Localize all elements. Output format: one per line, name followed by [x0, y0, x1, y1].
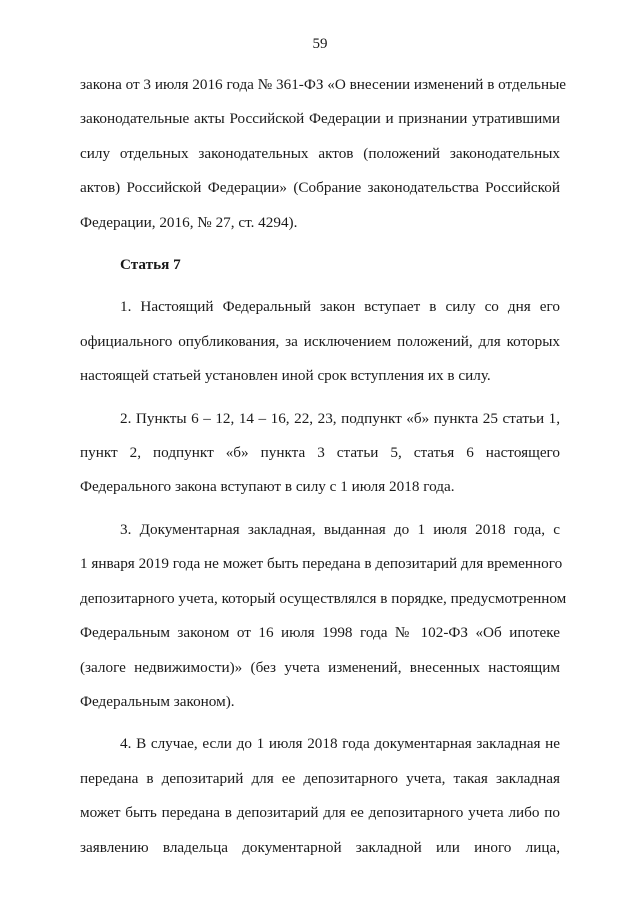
page-number: 59 — [312, 36, 328, 52]
text-line: 2. Пункты 6 – 12, 14 – 16, 22, 23, подпункт «б» пункта 25 статьи 1, — [120, 409, 560, 427]
text-line: Федерального закона вступают в силу с 1 июля 2018 года. — [80, 478, 455, 496]
text-line: законодательные акты Российской Федерации и признании утратившими — [80, 110, 560, 128]
text-line: 3. Документарная закладная, выданная до 1 июля 2018 года, с — [120, 520, 560, 538]
article-paragraph-3 — [80, 513, 567, 719]
text-line: депозитарного учета, который осуществлялся в порядке, предусмотренном — [80, 589, 567, 607]
text-line: заявлению владельца документарной закладной или иного лица, — [80, 838, 560, 856]
article-paragraph-4 — [80, 727, 560, 865]
text-line: может быть передана в депозитарий для ее депозитарного учета либо по — [80, 804, 560, 822]
text-line: закона от 3 июля 2016 года № 361-ФЗ «О внесении изменений в отдельные — [80, 76, 567, 93]
text-line: 1 января 2019 года не может быть передана в депозитарий для временного — [80, 555, 563, 573]
text-line: передана в депозитарий для ее депозитарного учета, такая закладная — [80, 769, 560, 787]
text-line: (залоге недвижимости)» (без учета изменений, внесенных настоящим — [80, 658, 560, 676]
text-line: силу отдельных законодательных актов (положений законодательных — [80, 144, 560, 162]
article-paragraph-1 — [80, 290, 560, 393]
text-line: Федеральным законом от 16 июля 1998 года № 102-ФЗ «Об ипотеке — [80, 624, 560, 642]
article-heading: Статья 7 — [120, 256, 181, 274]
paragraph-continuation — [80, 68, 567, 240]
text-line: официального опубликования, за исключением положений, для которых — [80, 332, 560, 350]
document-body — [80, 68, 567, 865]
article-paragraph-2 — [80, 402, 560, 505]
text-line: актов) Российской Федерации» (Собрание законодательства Российской — [80, 179, 560, 197]
text-line: настоящей статьей установлен иной срок вступления их в силу. — [80, 367, 491, 385]
text-line: Федеральным законом). — [80, 692, 235, 710]
text-line: 1. Настоящий Федеральный закон вступает в силу со дня его — [120, 298, 560, 316]
text-line: 4. В случае, если до 1 июля 2018 года документарная закладная не — [120, 735, 560, 753]
text-line: пункт 2, подпункт «б» пункта 3 статьи 5, статья 6 настоящего — [80, 444, 560, 462]
text-line: Федерации, 2016, № 27, ст. 4294). — [80, 213, 298, 231]
